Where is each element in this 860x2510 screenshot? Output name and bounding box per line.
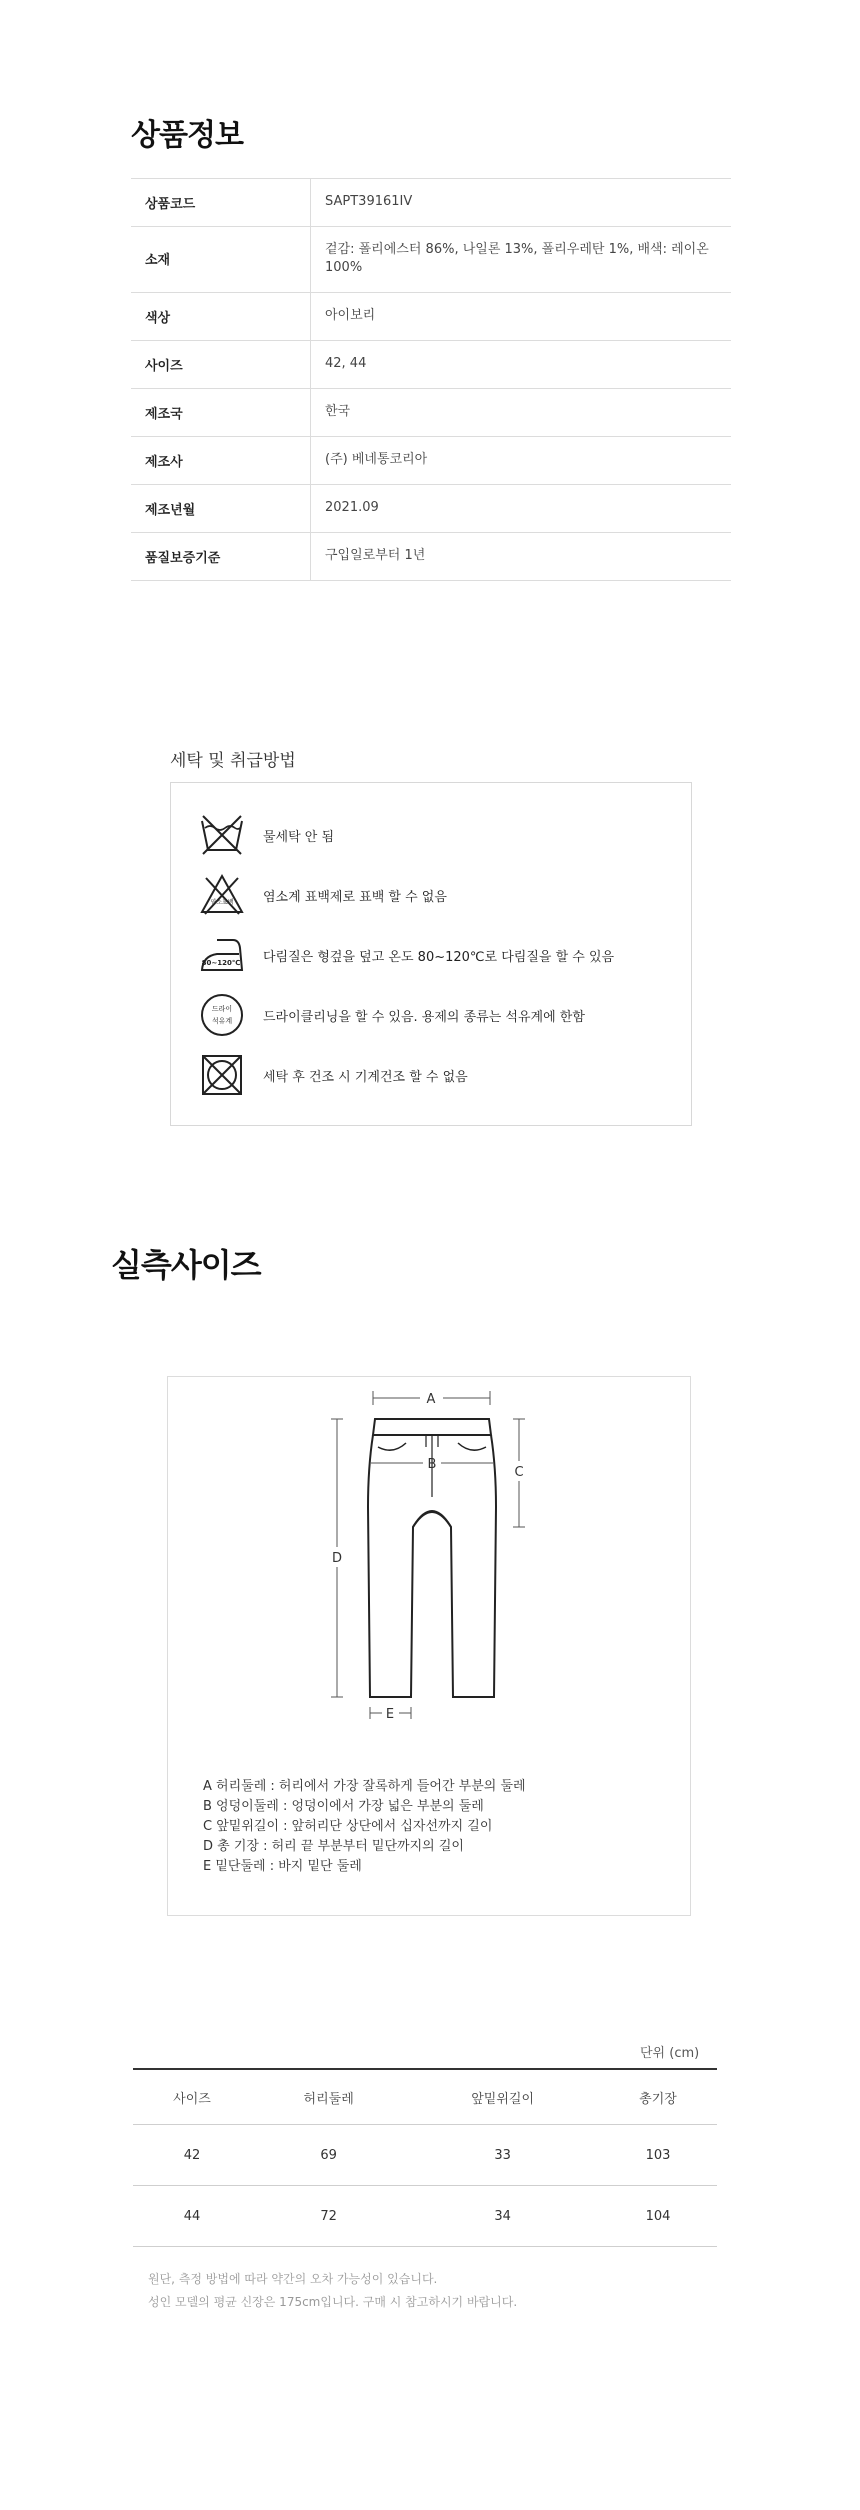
- label-d: D: [331, 1551, 343, 1566]
- care-title: 세탁 및 취급방법: [170, 751, 296, 771]
- care-text: 세탁 후 건조 시 기계건조 할 수 없음: [263, 1069, 468, 1085]
- care-item: [199, 871, 447, 919]
- chlorine-label: 염소표백: [210, 899, 234, 906]
- petroleum-label: 석유계: [211, 1017, 233, 1025]
- info-value: (주) 베네통코리아: [325, 452, 428, 467]
- table-cell: 103: [599, 2125, 717, 2186]
- iron-80-120-icon: [199, 932, 245, 978]
- care-text: 드라이클리닝을 할 수 있음. 용제의 종류는 석유계에 한함: [263, 1009, 585, 1025]
- column-header: 총기장: [599, 2069, 717, 2125]
- label-b: B: [427, 1457, 437, 1472]
- legend-item: B 엉덩이둘레 : 엉덩이에서 가장 넓은 부분의 둘레: [203, 1799, 484, 1814]
- size-diagram-box: [167, 1376, 691, 1916]
- dimension-c: [513, 1419, 525, 1527]
- info-row-material: [131, 227, 731, 293]
- care-item: [199, 931, 614, 979]
- table-cell: 34: [406, 2186, 599, 2247]
- legend-item: C 앞밑위길이 : 앞허리단 상단에서 십자선까지 길이: [203, 1819, 493, 1834]
- unit-label: 단위 (cm): [640, 2046, 700, 2061]
- care-item: [199, 1051, 468, 1099]
- info-key: 사이즈: [131, 341, 311, 388]
- table-cell: 104: [599, 2186, 717, 2247]
- table-cell: 69: [251, 2125, 406, 2186]
- info-value: 2021.09: [325, 500, 379, 515]
- no-tumble-dry-icon: [199, 1052, 245, 1098]
- care-text: 다림질은 형겊을 덮고 온도 80~120℃로 다림질을 할 수 있음: [263, 949, 615, 965]
- info-value: 42, 44: [325, 356, 367, 371]
- info-key: 제조국: [131, 389, 311, 436]
- dimension-b: [371, 1457, 493, 1472]
- diagram-legend: [203, 1777, 526, 1877]
- product-info-table: [131, 178, 731, 581]
- dry-clean-petroleum-icon: [199, 992, 245, 1038]
- dimension-e: [370, 1707, 411, 1722]
- iron-temp-label: 80~120℃: [201, 959, 241, 967]
- info-key: 품질보증기준: [131, 533, 311, 580]
- measured-size-title: 실측사이즈: [111, 1246, 261, 1284]
- table-cell: 33: [406, 2125, 599, 2186]
- info-value: 한국: [325, 404, 351, 419]
- info-value: SAPT39161IV: [325, 194, 413, 209]
- care-item: [199, 811, 334, 859]
- info-row-date: [131, 485, 731, 533]
- info-row-code: [131, 179, 731, 227]
- size-table: [133, 2068, 717, 2247]
- no-water-wash-icon: [199, 812, 245, 858]
- pants-diagram: [168, 1377, 692, 1767]
- info-key: 소재: [131, 227, 311, 292]
- size-note: 원단, 측정 방법에 따라 약간의 오차 가능성이 있습니다.: [148, 2272, 438, 2286]
- table-cell: 44: [133, 2186, 251, 2247]
- table-row: [133, 2125, 717, 2186]
- label-a: A: [426, 1392, 436, 1407]
- legend-item: E 밑단둘레 : 바지 밑단 둘레: [203, 1859, 362, 1874]
- info-value: 구입일로부터 1년: [325, 548, 426, 563]
- table-cell: 42: [133, 2125, 251, 2186]
- column-header: 허리둘레: [251, 2069, 406, 2125]
- no-chlorine-bleach-icon: [199, 872, 245, 918]
- info-key: 제조년월: [131, 485, 311, 532]
- info-row-color: [131, 293, 731, 341]
- label-e: E: [385, 1707, 395, 1722]
- care-text: 물세탁 안 됨: [263, 829, 335, 845]
- column-header: 앞밑위길이: [406, 2069, 599, 2125]
- info-value: 겉감: 폴리에스터 86%, 나일론 13%, 폴리우레탄 1%, 배색: 레이온 100%: [325, 242, 709, 275]
- care-item: [199, 991, 585, 1039]
- table-row: [133, 2186, 717, 2247]
- dimension-a: [373, 1391, 490, 1407]
- legend-item: A 허리둘레 : 허리에서 가장 잘록하게 들어간 부분의 둘레: [203, 1779, 526, 1794]
- label-c: C: [514, 1465, 524, 1480]
- info-key: 색상: [131, 293, 311, 340]
- info-row-maker: [131, 437, 731, 485]
- product-info-title: 상품정보: [131, 118, 243, 153]
- dry-label: 드라이: [211, 1005, 233, 1013]
- info-key: 제조사: [131, 437, 311, 484]
- care-text: 염소계 표백제로 표백 할 수 없음: [263, 889, 447, 905]
- info-row-country: [131, 389, 731, 437]
- info-row-size: [131, 341, 731, 389]
- column-header: 사이즈: [133, 2069, 251, 2125]
- info-row-warranty: [131, 533, 731, 581]
- size-table-header: [133, 2069, 717, 2125]
- info-key: 상품코드: [131, 179, 311, 226]
- info-value: 아이보리: [325, 308, 376, 323]
- table-cell: 72: [251, 2186, 406, 2247]
- care-box: [170, 782, 692, 1126]
- legend-item: D 총 기장 : 허리 끝 부분부터 밑단까지의 길이: [203, 1839, 464, 1854]
- size-note: 성인 모델의 평균 신장은 175cm입니다. 구매 시 참고하시기 바랍니다.: [148, 2295, 518, 2309]
- dimension-d: [331, 1419, 343, 1697]
